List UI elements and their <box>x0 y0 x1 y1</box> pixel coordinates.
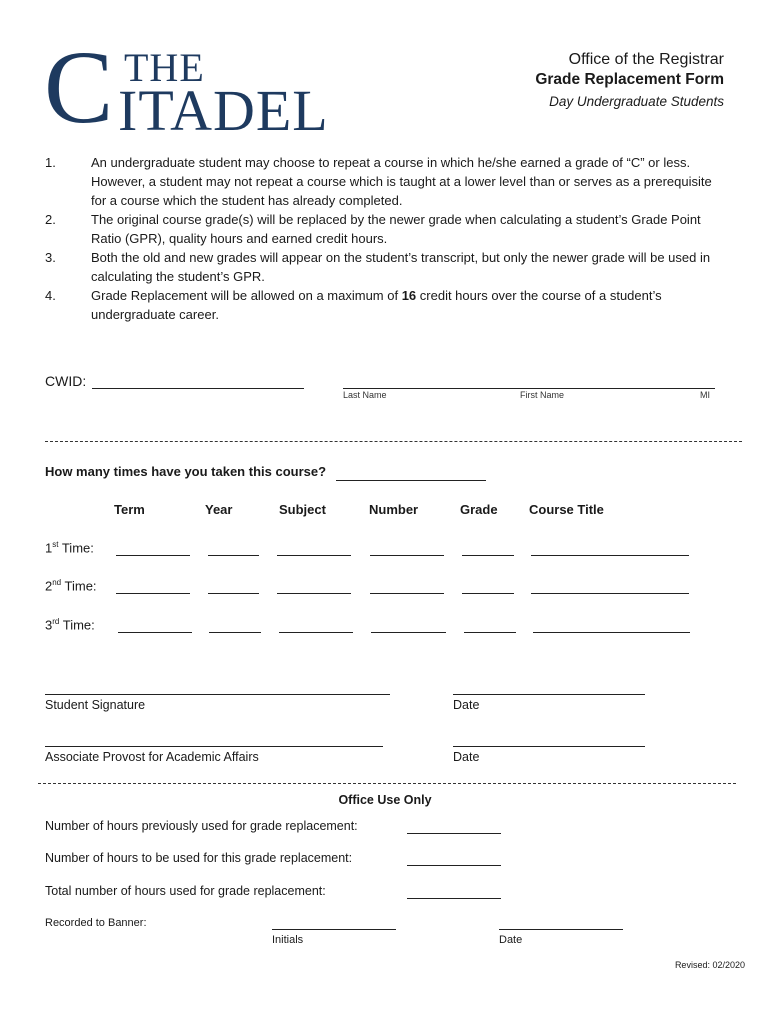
attempt-3-grade-field[interactable] <box>464 632 516 633</box>
attempt-3-year-field[interactable] <box>209 632 261 633</box>
logo-c: C <box>44 30 112 145</box>
attempt-2-year-field[interactable] <box>208 593 259 594</box>
attempt-1-term-field[interactable] <box>116 555 190 556</box>
attempt-ordinal-suffix: nd <box>52 578 62 587</box>
recorded-date-label: Date <box>499 934 523 946</box>
name-field[interactable] <box>343 388 715 389</box>
attempt-suffix: Time: <box>59 617 95 633</box>
attempt-ordinal-suffix: rd <box>52 617 60 626</box>
attempt-2-title-field[interactable] <box>531 593 689 594</box>
cwid-field[interactable] <box>92 388 304 389</box>
total-hours-label: Total number of hours used for grade replacement: <box>45 884 326 898</box>
rule-number: 4. <box>45 288 56 303</box>
attempt-ordinal: 1 <box>45 540 53 556</box>
cwid-label: CWID: <box>45 373 87 389</box>
initials-field[interactable] <box>272 929 396 930</box>
initials-label: Initials <box>272 934 304 946</box>
rule-number: 3. <box>45 250 56 265</box>
rule-text-after: credit hours over the course of a student’s undergraduate career. <box>91 288 662 322</box>
provost-date-label: Date <box>453 750 480 764</box>
times-question: How many times have you taken this course? <box>45 464 327 479</box>
office-name: Office of the Registrar <box>568 51 724 68</box>
this-hours-field[interactable] <box>407 865 501 866</box>
attempt-3-title-field[interactable] <box>533 632 690 633</box>
attempt-ordinal: 2 <box>45 578 53 594</box>
rule-number: 2. <box>45 212 56 227</box>
attempt-suffix: Time: <box>61 578 97 594</box>
first-name-label: First Name <box>520 390 565 400</box>
rule-item <box>45 153 725 210</box>
section-divider <box>38 783 736 784</box>
attempt-3-number-field[interactable] <box>371 632 446 633</box>
rule-item <box>45 248 725 286</box>
attempt-2-label <box>45 578 97 593</box>
mi-label: MI <box>700 390 710 400</box>
rule-text: The original course grade(s) will be replaced by the newer grade when calculating a student’s Grade Point Ratio (GPR), quality hours and earned credit hours. <box>91 212 701 246</box>
attempt-suffix: Time: <box>58 540 94 556</box>
provost-signature-label: Associate Provost for Academic Affairs <box>45 750 259 764</box>
recorded-date-field[interactable] <box>499 929 623 930</box>
logo-itadel: ITADEL <box>118 78 329 143</box>
attempt-1-number-field[interactable] <box>370 555 444 556</box>
rule-number: 1. <box>45 155 56 170</box>
student-signature-label: Student Signature <box>45 698 146 712</box>
max-hours-value: 16 <box>401 288 417 303</box>
rule-text <box>91 286 725 324</box>
attempt-3-label <box>45 617 95 632</box>
attempt-1-label <box>45 540 94 555</box>
office-use-title: Office Use Only <box>338 793 432 807</box>
this-hours-label: Number of hours to be used for this grade replacement: <box>45 851 353 865</box>
prev-hours-field[interactable] <box>407 833 501 834</box>
attempt-1-subject-field[interactable] <box>277 555 351 556</box>
col-year: Year <box>205 502 233 517</box>
attempt-1-grade-field[interactable] <box>462 555 514 556</box>
provost-signature-field[interactable] <box>45 746 383 747</box>
attempt-1-title-field[interactable] <box>531 555 689 556</box>
rule-item <box>45 210 725 248</box>
student-date-label: Date <box>453 698 480 712</box>
rule-text: An undergraduate student may choose to repeat a course in which he/she earned a grade of “C” or less. However, a student may not repeat a course which is taught at a lower level than or serves as a prerequisite for a course which the student has already completed. <box>91 155 712 208</box>
attempt-3-subject-field[interactable] <box>279 632 353 633</box>
logo-the: THE <box>124 45 205 90</box>
last-name-label: Last Name <box>343 390 387 400</box>
attempt-2-number-field[interactable] <box>370 593 444 594</box>
rule-text: Both the old and new grades will appear on the student’s transcript, but only the newer grade will be used in calculating the student’s GPR. <box>91 250 711 284</box>
rule-item <box>45 286 725 324</box>
col-number: Number <box>369 502 419 517</box>
col-subject: Subject <box>279 502 326 517</box>
prev-hours-label: Number of hours previously used for grade replacement: <box>45 819 358 833</box>
form-title: Grade Replacement Form <box>535 71 724 88</box>
student-signature-field[interactable] <box>45 694 390 695</box>
attempt-2-term-field[interactable] <box>116 593 190 594</box>
col-term: Term <box>114 502 145 517</box>
attempt-ordinal-suffix: st <box>52 540 59 549</box>
attempt-2-subject-field[interactable] <box>277 593 351 594</box>
citadel-logo <box>44 30 334 145</box>
col-course-title: Course Title <box>529 502 604 517</box>
form-subtitle: Day Undergraduate Students <box>549 94 724 109</box>
attempt-3-term-field[interactable] <box>118 632 192 633</box>
rules-list <box>45 153 725 324</box>
rule-text-before: Grade Replacement will be allowed on a maximum of <box>91 288 402 303</box>
times-taken-field[interactable] <box>336 480 486 481</box>
attempt-1-year-field[interactable] <box>208 555 259 556</box>
recorded-banner-label: Recorded to Banner: <box>45 917 147 929</box>
total-hours-field[interactable] <box>407 898 501 899</box>
col-grade: Grade <box>460 502 498 517</box>
provost-date-field[interactable] <box>453 746 645 747</box>
student-date-field[interactable] <box>453 694 645 695</box>
section-divider <box>45 441 742 442</box>
revised-date: Revised: 02/2020 <box>674 960 745 970</box>
attempt-ordinal: 3 <box>45 617 53 633</box>
attempt-2-grade-field[interactable] <box>462 593 514 594</box>
